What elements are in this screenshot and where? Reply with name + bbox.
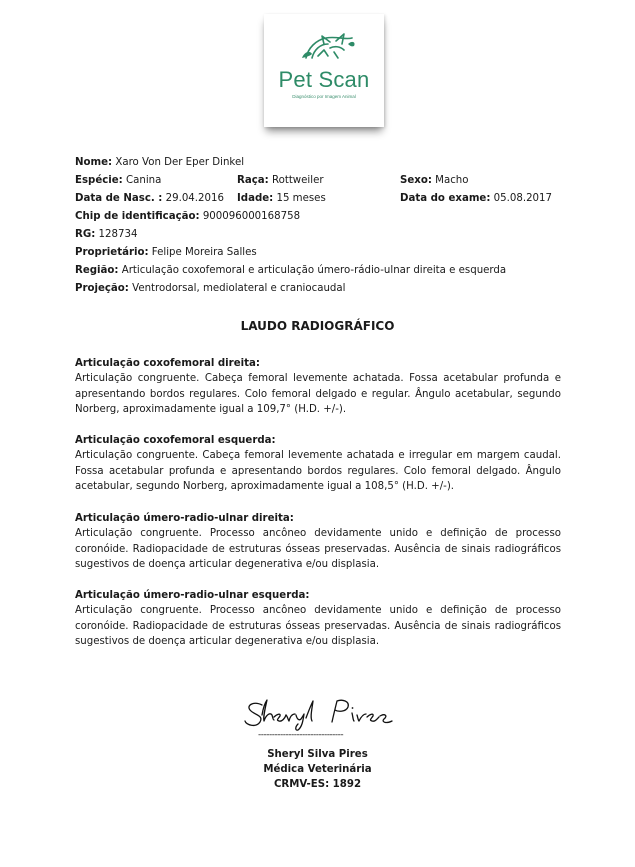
label: Região:: [75, 265, 119, 276]
value: 128734: [98, 229, 138, 240]
section-body: Articulação congruente. Processo ancôneo devidamente unido e definição de processo coronóide. Radiopacidade de estruturas ósseas preservadas. Ausência de sinais radiográficos sugestivos de doença articular degenerativa e/ou displasia.: [75, 605, 561, 647]
label: RG:: [75, 229, 96, 240]
section-body: Articulação congruente. Cabeça femoral levemente achatada e irregular em margem caudal. Fossa acetabular profunda e apresentando bordos regulares. Colo femoral delgado. Ângulo acetabular, segundo Norberg, aproximadamente igual a 108,5° (H.D. +/-).: [75, 450, 561, 492]
brand-tagline: Diagnóstico por Imagem Animal: [292, 94, 356, 99]
label: Sexo:: [400, 175, 432, 186]
label: Data do exame:: [400, 193, 491, 204]
value: Canina: [126, 175, 162, 186]
patient-name-row: [75, 157, 244, 169]
section-body: Articulação congruente. Cabeça femoral levemente achatada. Fossa acetabular profunda e apresentando bordos regulares. Colo femoral delgado e regular. Ângulo acetabular, segundo Norberg, aproximadamente igual a 109,7° (H.D. +/-).: [75, 373, 561, 415]
region-row: [75, 265, 506, 277]
label: Projeção:: [75, 283, 129, 294]
breed-row: [237, 175, 324, 187]
pet-scan-logo: [264, 14, 384, 127]
value: Rottweiler: [271, 175, 324, 186]
value: 05.08.2017: [493, 193, 553, 204]
section-title: Articulação coxofemoral esquerda:: [75, 435, 276, 446]
exam-date-row: [400, 193, 552, 205]
signer-role: Médica Veterinária: [263, 764, 372, 775]
brand-name: Pet Scan: [278, 67, 370, 92]
label: Raça:: [237, 175, 269, 186]
report-title: LAUDO RADIOGRÁFICO: [240, 319, 395, 333]
signer-name: Sheryl Silva Pires: [267, 749, 368, 760]
label: Espécie:: [75, 175, 123, 186]
section-title: Articulação úmero-radio-ulnar direita:: [75, 513, 294, 524]
value: Xaro Von Der Eper Dinkel: [115, 157, 245, 168]
label: Proprietário:: [75, 247, 149, 258]
section-title: Articulação úmero-radio-ulnar esquerda:: [75, 590, 310, 601]
section-body: Articulação congruente. Processo ancôneo devidamente unido e definição de processo coronóide. Radiopacidade de estruturas ósseas preservadas. Ausência de sinais radiográficos sugestivos de doença articular degenerativa e/ou displasia.: [75, 528, 561, 570]
age-row: [237, 193, 326, 205]
projection-row: [75, 283, 345, 295]
owner-row: [75, 247, 257, 259]
value: Articulação coxofemoral e articulação úmero-rádio-ulnar direita e esquerda: [121, 265, 507, 276]
value: Macho: [435, 175, 469, 186]
value: 15 meses: [276, 193, 326, 204]
chip-row: [75, 211, 300, 223]
value: Felipe Moreira Salles: [151, 247, 257, 258]
label: Data de Nasc. :: [75, 193, 163, 204]
signer-crmv: CRMV-ES: 1892: [273, 779, 362, 790]
label: Idade:: [237, 193, 274, 204]
value: Ventrodorsal, mediolateral e craniocaudal: [132, 283, 346, 294]
section-title: Articulação coxofemoral direita:: [75, 358, 260, 369]
label: Chip de identificação:: [75, 211, 200, 222]
value: 900096000168758: [202, 211, 301, 222]
rg-row: [75, 229, 137, 241]
sex-row: [400, 175, 468, 187]
value: 29.04.2016: [165, 193, 224, 204]
signature-line: -------------------------------: [258, 730, 344, 740]
label: Nome:: [75, 157, 113, 168]
birth-date-row: [75, 193, 224, 205]
species-row: [75, 175, 161, 187]
handwritten-signature: [240, 695, 400, 733]
